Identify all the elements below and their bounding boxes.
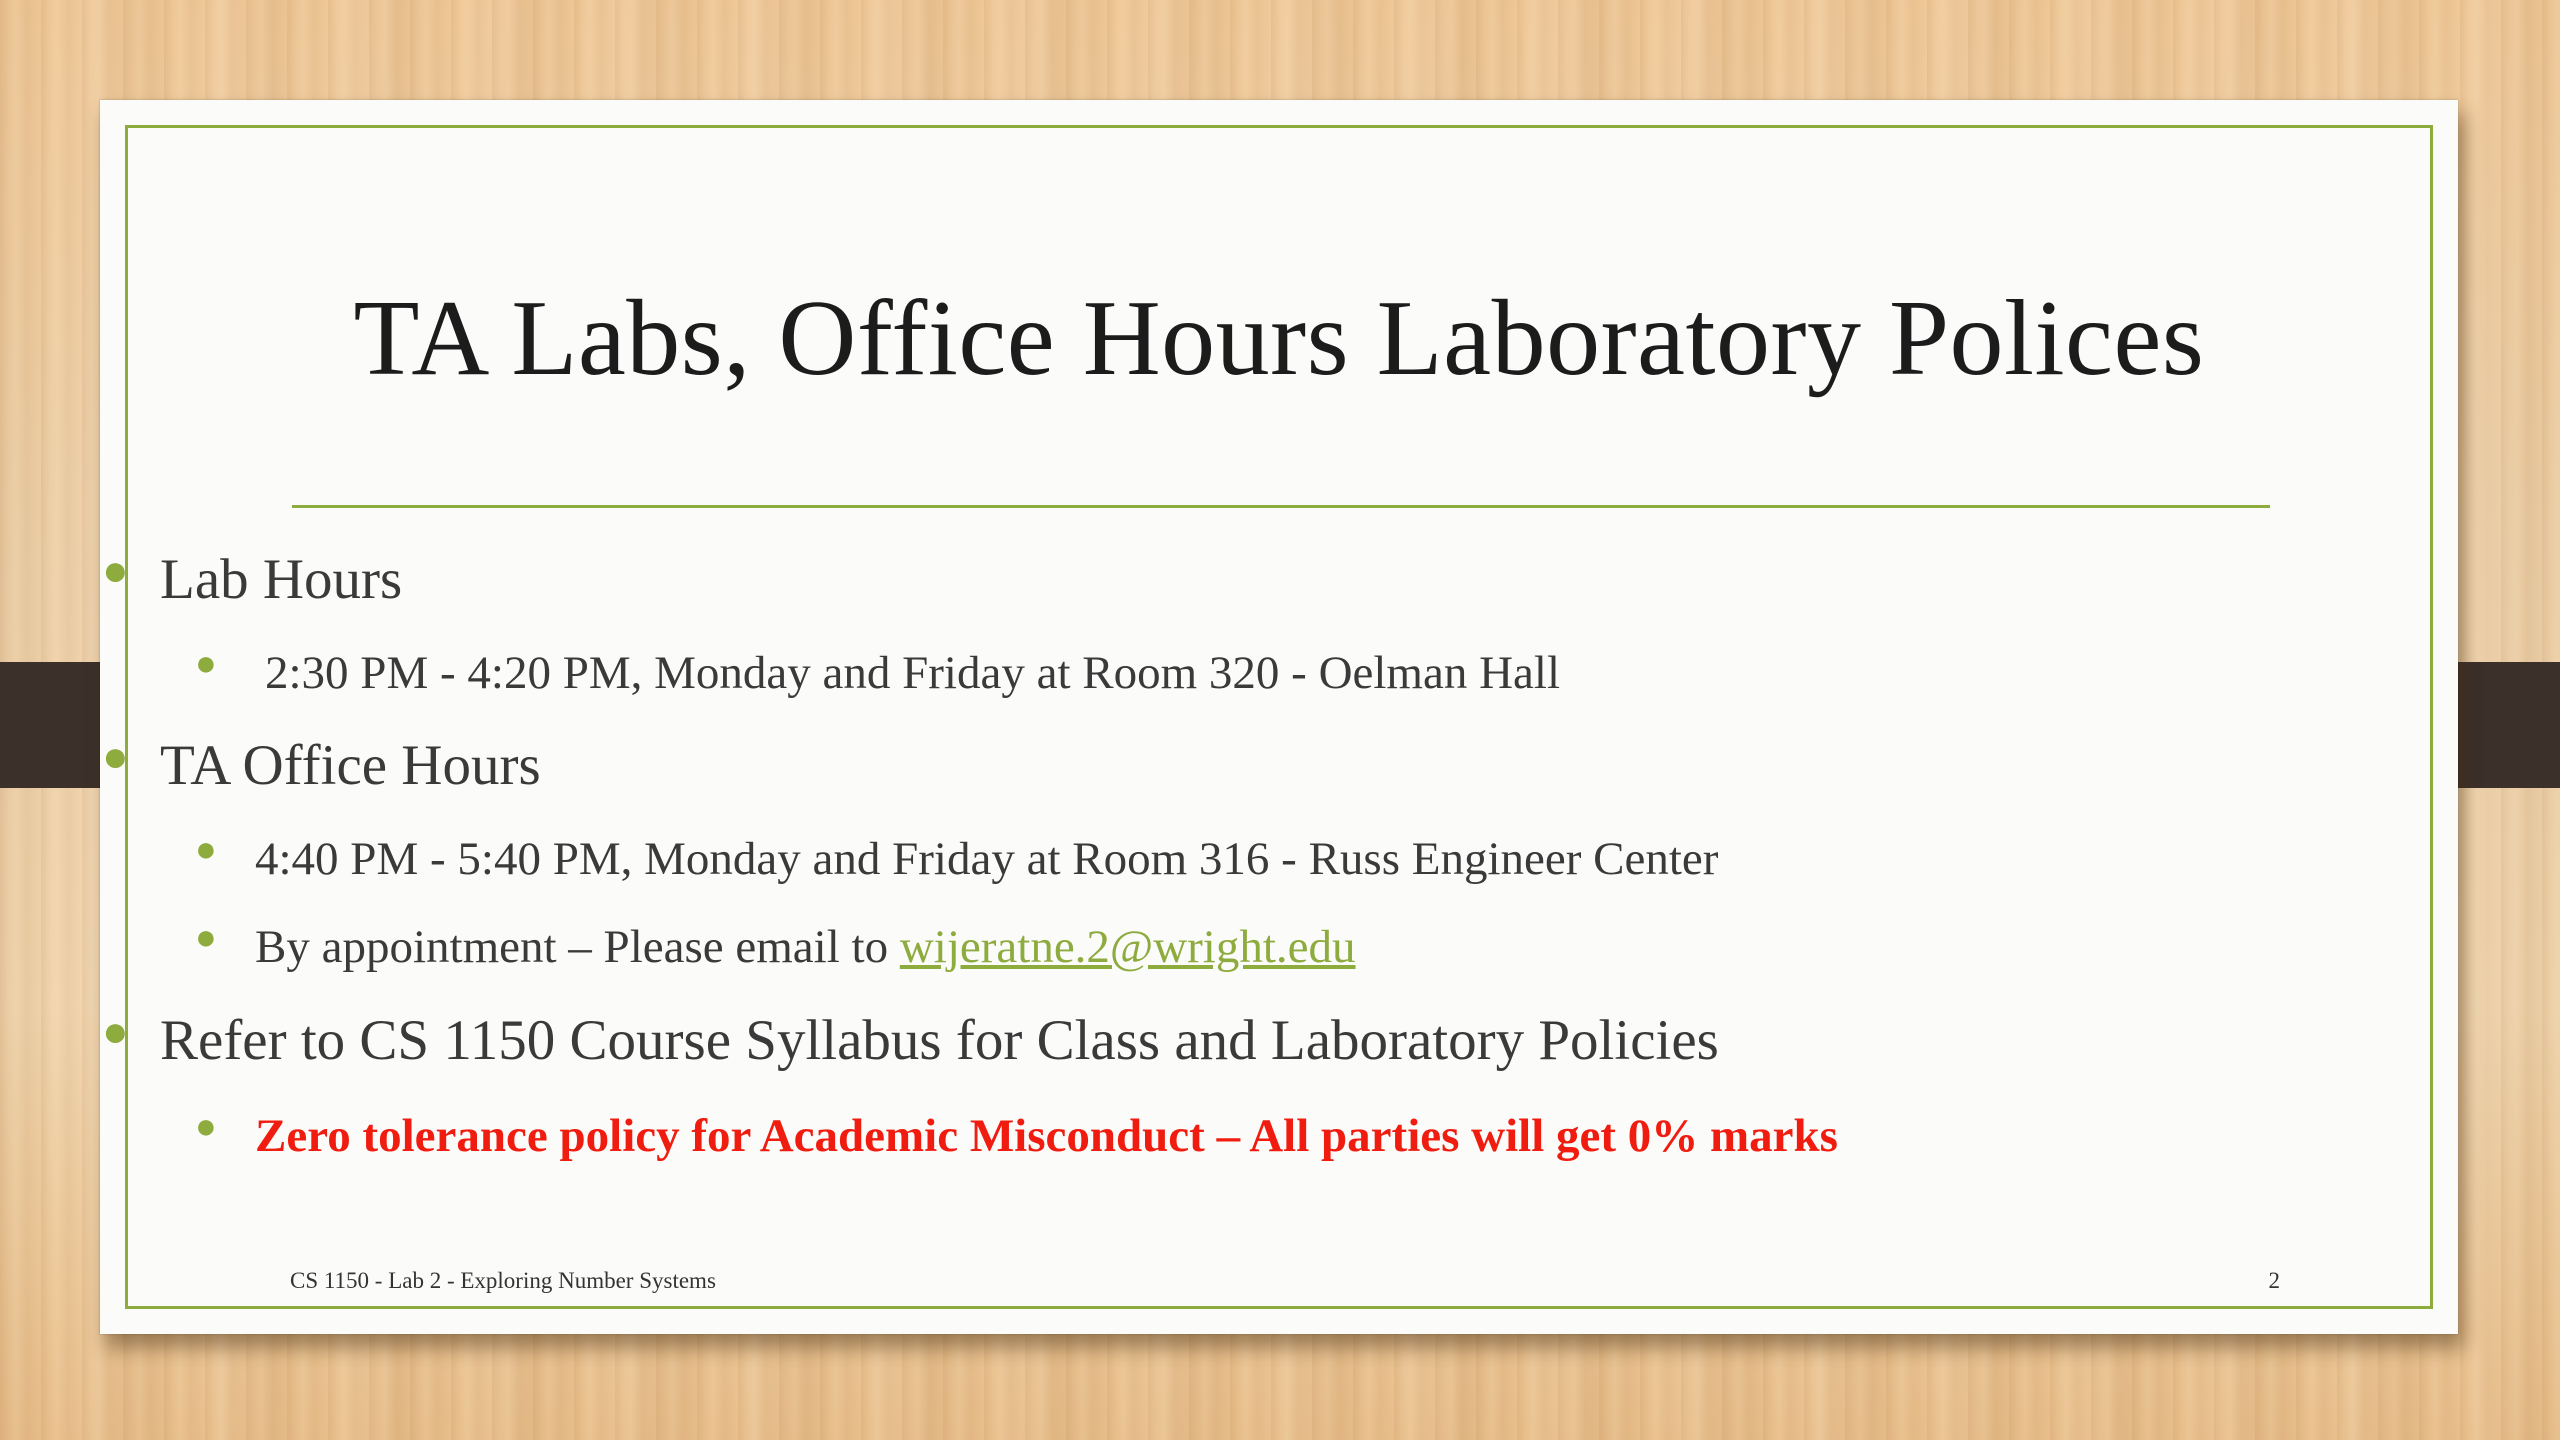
misconduct-warning: Zero tolerance policy for Academic Misconduct – All parties will get 0% marks bbox=[255, 1110, 1838, 1162]
bullet-office-hours bbox=[102, 732, 541, 798]
bullet-text: Refer to CS 1150 Course Syllabus for Class and Laboratory Policies bbox=[160, 1009, 1719, 1072]
bullet-appointment bbox=[195, 917, 1356, 974]
bullet-text: Lab Hours bbox=[160, 548, 403, 611]
bullet-misconduct bbox=[195, 1106, 1838, 1163]
bullet-text: 2:30 PM - 4:20 PM, Monday and Friday at Room 320 - Oelman Hall bbox=[265, 647, 1561, 699]
bullet-dot-icon: ● bbox=[195, 829, 217, 869]
page-number: 2 bbox=[2268, 1268, 2280, 1293]
slide bbox=[100, 100, 2458, 1334]
bullet-syllabus bbox=[102, 1007, 1719, 1073]
bullet-dot-icon: ● bbox=[102, 546, 129, 595]
bullet-office-time bbox=[195, 829, 1719, 886]
bullet-dot-icon: ● bbox=[195, 917, 217, 957]
bullet-dot-icon: ● bbox=[102, 1007, 129, 1056]
slide-title: TA Labs, Office Hours Laboratory Polices bbox=[353, 279, 2205, 398]
slide-footer: CS 1150 - Lab 2 - Exploring Number Systems bbox=[290, 1268, 716, 1293]
bullet-lab-hours bbox=[102, 546, 403, 612]
email-link[interactable]: wijeratne.2@wright.edu bbox=[899, 921, 1356, 973]
bullet-dot-icon: ● bbox=[195, 1106, 217, 1146]
title-divider bbox=[292, 505, 2270, 508]
bullet-text: 4:40 PM - 5:40 PM, Monday and Friday at Room 316 - Russ Engineer Center bbox=[255, 833, 1719, 885]
bullet-dot-icon: ● bbox=[195, 643, 217, 683]
bullet-dot-icon: ● bbox=[102, 732, 129, 781]
bullet-lab-time bbox=[195, 643, 1561, 700]
bullet-text bbox=[255, 920, 1356, 974]
appointment-prefix: By appointment – Please email to bbox=[255, 921, 900, 973]
bullet-text: TA Office Hours bbox=[160, 734, 541, 797]
